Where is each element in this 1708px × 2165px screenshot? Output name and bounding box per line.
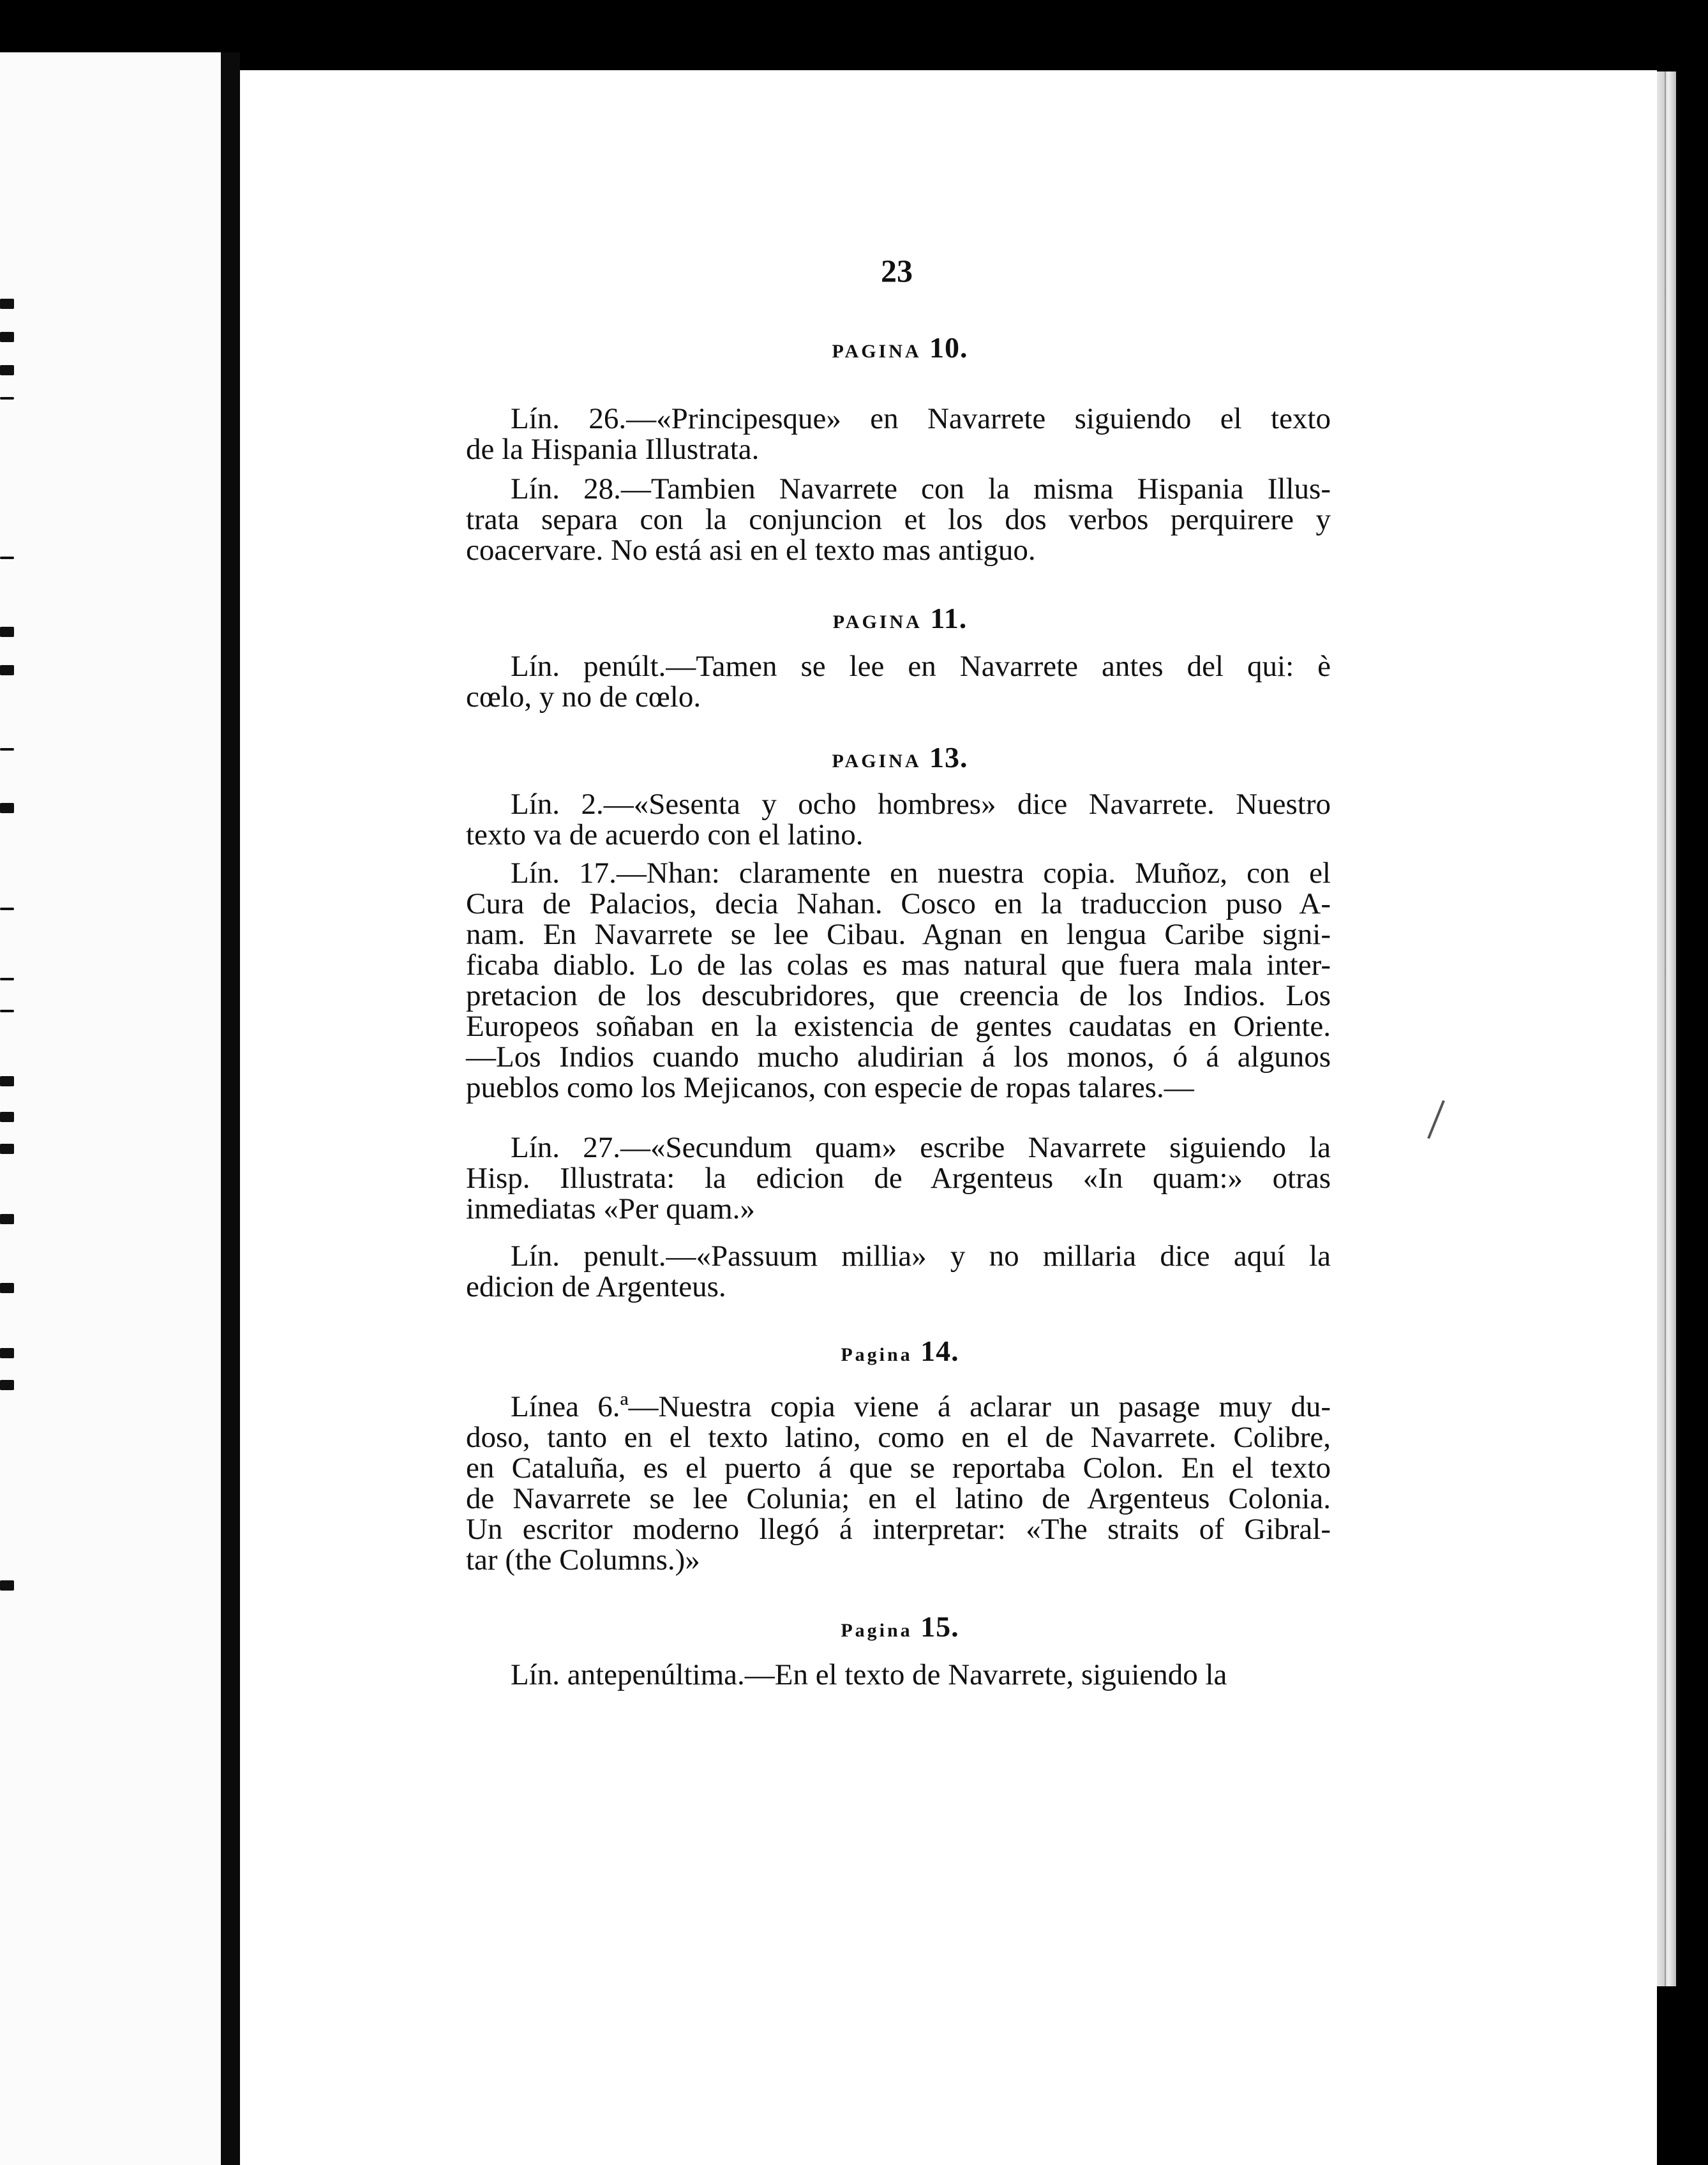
- text-line: tar (the Columns.)»: [466, 1543, 700, 1577]
- text-line: Lín. antepenúltima.—En el texto de Navarrete, siguiendo la: [511, 1658, 1227, 1691]
- paragraph: [466, 858, 1331, 1103]
- text-line: Lín. penúlt.—Tamen se lee en Navarrete antes del qui: è: [511, 650, 1331, 683]
- section-heading-word: Pagina: [841, 1344, 913, 1365]
- paragraph: [466, 651, 1331, 712]
- margin-fragment: [0, 332, 14, 342]
- margin-fragment: [0, 1214, 14, 1224]
- paragraph: [466, 1132, 1331, 1224]
- text-line: cœlo, y no de cœlo.: [466, 680, 701, 714]
- page-edge: [1657, 71, 1676, 1986]
- facing-page: [0, 52, 221, 2165]
- text-line: en Cataluña, es el puerto á que se reportaba Colon. En el texto: [466, 1451, 1331, 1485]
- section-heading: [708, 1610, 1091, 1644]
- text-line: Cura de Palacios, decia Nahan. Cosco en la traduccion puso A-: [466, 887, 1331, 920]
- text-line: edicion de Argenteus.: [466, 1270, 726, 1303]
- section-heading: [708, 1334, 1091, 1368]
- margin-fragment: [0, 803, 14, 813]
- margin-fragment: [0, 748, 14, 751]
- margin-fragment: [0, 299, 14, 309]
- margin-fragment: [0, 1580, 14, 1591]
- text-line: Línea 6.ª—Nuestra copia viene á aclarar un pasage muy du-: [511, 1390, 1331, 1423]
- section-heading-word: Pagina: [841, 1620, 913, 1641]
- text-line: coacervare. No está asi en el texto mas antiguo.: [466, 534, 1036, 567]
- paragraph: [466, 1659, 1331, 1690]
- text-line: pretacion de los descubridores, que creencia de los Indios. Los: [466, 979, 1331, 1012]
- section-heading-number: 14.: [912, 1335, 959, 1367]
- margin-fragment: [0, 397, 14, 400]
- margin-fragment: [0, 1076, 14, 1086]
- text-line: inmediatas «Per quam.»: [466, 1192, 755, 1225]
- margin-fragment: [0, 1380, 14, 1390]
- margin-fragment: [0, 908, 14, 910]
- section-heading: [708, 331, 1091, 364]
- text-line: Lín. 26.—«Principesque» en Navarrete siguiendo el texto: [511, 402, 1331, 435]
- section-heading: [708, 740, 1091, 774]
- section-heading-number: 11.: [922, 602, 968, 634]
- margin-fragment: [0, 627, 14, 637]
- gutter: [221, 52, 240, 2165]
- text-line: Un escritor moderno llegó á interpretar: «The straits of Gibral-: [466, 1513, 1331, 1546]
- margin-fragment: [0, 1144, 14, 1154]
- section-heading-word: PAGINA: [832, 341, 922, 362]
- section-heading-word: PAGINA: [832, 751, 922, 772]
- margin-fragment: [0, 1348, 14, 1358]
- section-heading-number: 13.: [921, 741, 968, 774]
- text-line: Hisp. Illustrata: la edicion de Argenteus «In quam:» otras: [466, 1162, 1331, 1195]
- text-line: Lín. 2.—«Sesenta y ocho hombres» dice Navarrete. Nuestro: [511, 788, 1331, 821]
- text-line: Lín. penult.—«Passuum millia» y no millaria dice aquí la: [511, 1240, 1331, 1273]
- paragraph: [466, 789, 1331, 850]
- text-line: Lín. 17.—Nhan: claramente en nuestra copia. Muñoz, con el: [511, 857, 1331, 890]
- page: [240, 70, 1657, 2165]
- page-number: 23: [881, 253, 913, 288]
- margin-fragment: [0, 665, 14, 675]
- text-line: Lín. 28.—Tambien Navarrete con la misma Hispania Illus-: [511, 472, 1331, 506]
- paragraph: [466, 403, 1331, 465]
- section-heading-word: PAGINA: [832, 611, 922, 633]
- margin-fragment: [0, 557, 14, 559]
- section-heading-number: 15.: [912, 1610, 959, 1643]
- text-line: de Navarrete se lee Colunia; en el latino de Argenteus Colonia.: [466, 1482, 1331, 1515]
- text-line: pueblos como los Mejicanos, con especie de ropas talares.—: [466, 1071, 1194, 1104]
- text-line: nam. En Navarrete se lee Cibau. Agnan en lengua Caribe signi-: [466, 918, 1331, 951]
- margin-fragment: [0, 1010, 14, 1012]
- text-line: texto va de acuerdo con el latino.: [466, 818, 864, 851]
- paragraph: [466, 474, 1331, 566]
- text-line: ficaba diablo. Lo de las colas es mas natural que fuera mala inter-: [466, 948, 1331, 982]
- margin-fragment: [0, 1112, 14, 1122]
- section-heading-number: 10.: [921, 331, 968, 364]
- text-line: Europeos soñaban en la existencia de gentes caudatas en Oriente.: [466, 1010, 1331, 1043]
- text-line: doso, tanto en el texto latino, como en el de Navarrete. Colibre,: [466, 1421, 1331, 1454]
- section-heading: [708, 601, 1091, 635]
- margin-fragment: [0, 978, 14, 980]
- paragraph: [466, 1241, 1331, 1302]
- text-line: de la Hispania Illustrata.: [466, 433, 760, 466]
- paragraph: [466, 1391, 1331, 1575]
- text-line: Lín. 27.—«Secundum quam» escribe Navarrete siguiendo la: [511, 1131, 1331, 1164]
- margin-fragment: [0, 365, 14, 375]
- margin-fragment: [0, 1283, 14, 1293]
- text-line: trata separa con la conjuncion et los dos verbos perquirere y: [466, 503, 1331, 536]
- text-line: —Los Indios cuando mucho aludirian á los monos, ó á algunos: [466, 1040, 1331, 1074]
